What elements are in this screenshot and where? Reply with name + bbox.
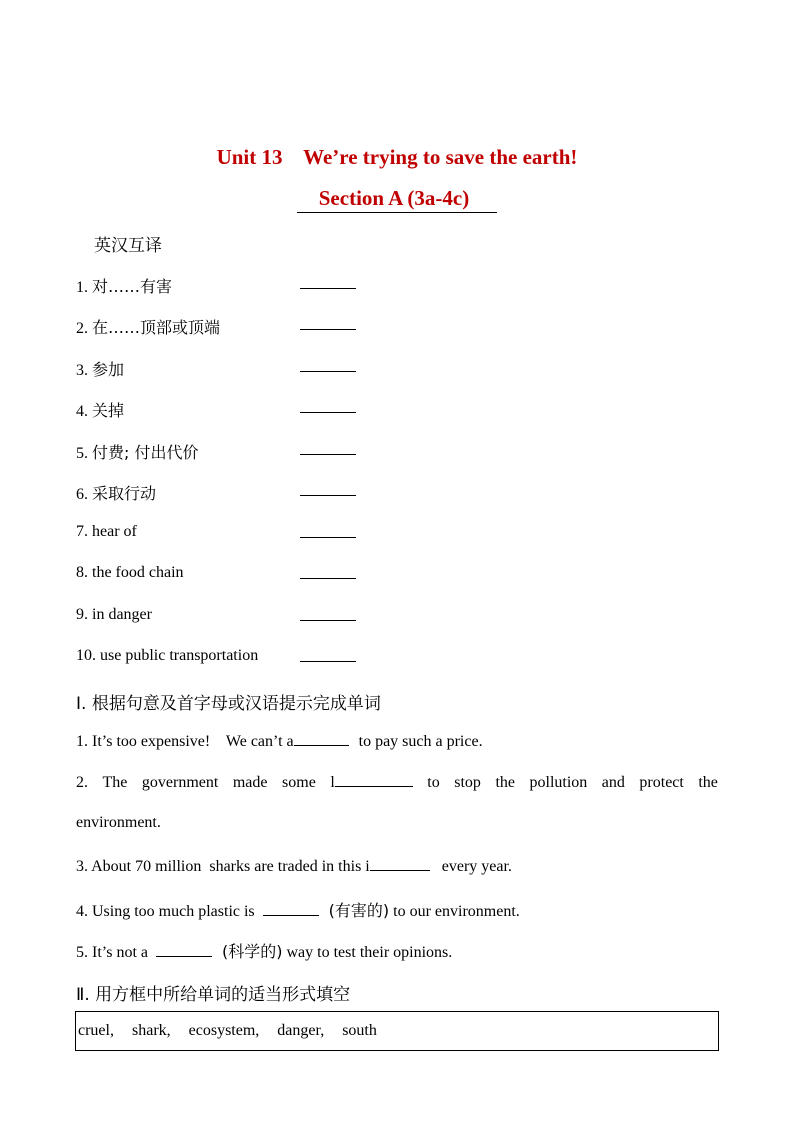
word-box — [75, 1011, 719, 1051]
vocab-num: 3. — [76, 362, 88, 379]
vocab-num: 4. — [76, 403, 88, 420]
question-text: 4. Using too much plastic is — [76, 903, 259, 920]
answer-blank[interactable] — [335, 772, 413, 787]
vocab-item — [76, 564, 184, 582]
vocab-heading: 英汉互译 — [94, 236, 162, 256]
question-4 — [76, 898, 520, 921]
vocab-num: 10. — [76, 647, 96, 664]
vocab-item — [76, 440, 198, 463]
vocab-text: the food chain — [92, 564, 184, 581]
word: pollution — [529, 774, 588, 791]
answer-blank[interactable] — [300, 454, 356, 455]
answer-blank[interactable] — [263, 901, 319, 916]
question-text: 5. It’s not a — [76, 944, 152, 961]
word: some — [282, 774, 316, 791]
answer-blank[interactable] — [300, 371, 356, 372]
vocab-num: 7. — [76, 523, 88, 540]
vocab-item — [76, 647, 258, 665]
answer-blank[interactable] — [300, 578, 356, 579]
vocab-text: 付费; 付出代价 — [92, 443, 199, 462]
word: stop — [454, 774, 481, 791]
question-1 — [76, 731, 483, 751]
question-text: way to test their opinions. — [282, 944, 453, 961]
vocab-item — [76, 481, 156, 504]
answer-blank[interactable] — [294, 731, 349, 746]
vocab-num: 5. — [76, 445, 88, 462]
answer-blank[interactable] — [300, 329, 356, 330]
answer-blank[interactable] — [370, 856, 430, 871]
vocab-item — [76, 357, 124, 380]
word: made — [232, 774, 268, 791]
question-2 — [76, 772, 718, 792]
word: l — [330, 774, 335, 791]
word: The — [102, 774, 128, 791]
question-text: 3. About 70 million sharks are traded in this i — [76, 858, 370, 875]
word: and — [601, 774, 625, 791]
vocab-num: 9. — [76, 606, 88, 623]
word-box-item: south — [342, 1022, 377, 1039]
unit-title: Unit 13 We’re trying to save the earth! — [216, 145, 578, 169]
section-subtitle — [0, 186, 794, 213]
word-box-item: danger, — [277, 1022, 325, 1039]
vocab-text: 采取行动 — [92, 484, 157, 503]
question-2-continued: environment. — [76, 814, 161, 831]
answer-blank[interactable] — [300, 661, 356, 662]
vocab-item — [76, 274, 172, 297]
vocab-text: hear of — [92, 523, 137, 540]
word: government — [141, 774, 219, 791]
word: the — [495, 774, 515, 791]
answer-blank[interactable] — [300, 537, 356, 538]
vocab-text: 关掉 — [92, 401, 125, 420]
vocab-num: 6. — [76, 486, 88, 503]
vocab-text: 在……顶部或顶端 — [92, 318, 221, 337]
word-with-blank — [330, 772, 412, 792]
section-subtitle-text: Section A (3a-4c) — [297, 186, 497, 213]
vocab-text: 对……有害 — [92, 277, 173, 296]
question-3 — [76, 856, 512, 876]
vocab-num: 8. — [76, 564, 88, 581]
question-5 — [76, 939, 452, 962]
vocab-text: use public transportation — [100, 647, 259, 664]
hint-text: (有害的) — [328, 901, 390, 920]
word: 2. — [76, 774, 88, 791]
answer-blank[interactable] — [300, 495, 356, 496]
question-text: every year. — [437, 858, 512, 875]
word: the — [698, 774, 718, 791]
vocab-text: in danger — [92, 606, 152, 623]
vocab-item — [76, 398, 124, 421]
word-box-item: ecosystem, — [188, 1022, 260, 1039]
vocab-num: 2. — [76, 320, 88, 337]
word-box-item: cruel, — [78, 1022, 114, 1039]
answer-blank[interactable] — [156, 942, 212, 957]
question-text: to our environment. — [389, 903, 520, 920]
word-box-item: shark, — [131, 1022, 171, 1039]
vocab-item — [76, 315, 220, 338]
question-text: 1. It’s too expensive! We can’t a — [76, 733, 294, 750]
vocab-num: 1. — [76, 279, 88, 296]
section-1-heading: Ⅰ. 根据句意及首字母或汉语提示完成单词 — [76, 694, 381, 714]
hint-text: (科学的) — [222, 942, 283, 961]
answer-blank[interactable] — [300, 412, 356, 413]
vocab-item — [76, 606, 152, 624]
word: to — [427, 774, 440, 791]
word: protect — [639, 774, 684, 791]
vocab-text: 参加 — [92, 360, 125, 379]
section-2-heading: Ⅱ. 用方框中所给单词的适当形式填空 — [76, 985, 351, 1005]
answer-blank[interactable] — [300, 620, 356, 621]
answer-blank[interactable] — [300, 288, 356, 289]
question-text: to pay such a price. — [354, 733, 483, 750]
vocab-item — [76, 523, 137, 541]
